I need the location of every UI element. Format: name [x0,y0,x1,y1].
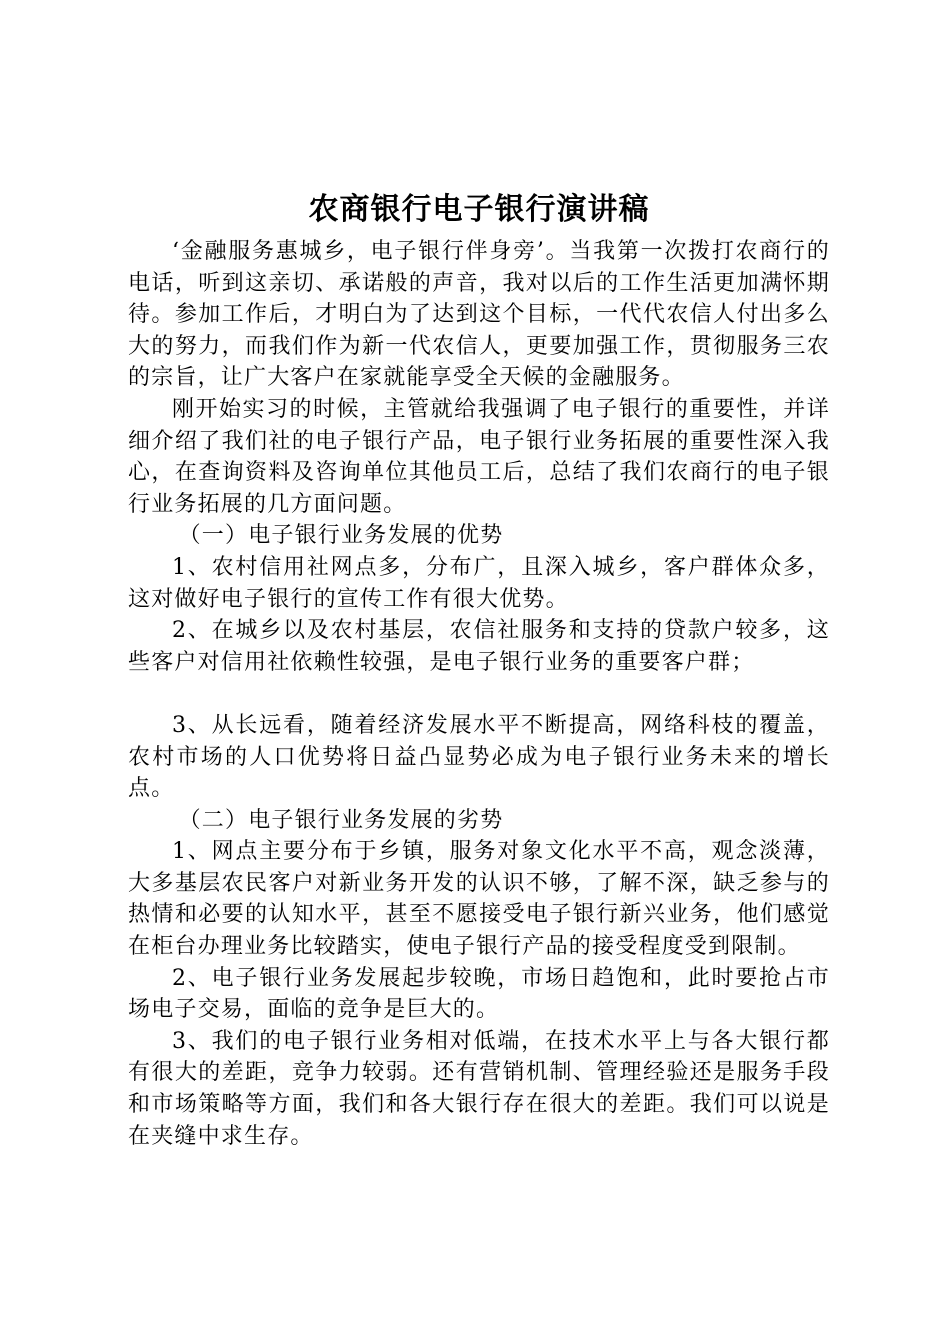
advantage-item-3: 3、从长远看，随着经济发展水平不断提高，网络科枝的覆盖，农村市场的人口优势将日益凸显势必成为电子银行业务未来的增长点。 [128,712,830,802]
paragraph-intro: ‘金融服务惠城乡，电子银行伴身旁’。当我第一次拨打农商行的电话，听到这亲切、承诺般的声音，我对以后的工作生活更加满怀期待。参加工作后，才明白为了达到这个目标，一代代农信人付出多么大的努力，而我们作为新一代农信人，更要加强工作，贯彻服务三农的宗旨，让广大客户在家就能享受全天候的金融服务。 [128,239,830,391]
advantage-item-2: 2、在城乡以及农村基层，农信社服务和支持的贷款户较多，这些客户对信用社依赖性较强，是电子银行业务的重要客户群； [128,618,830,675]
disadvantage-item-1: 1、网点主要分布于乡镇，服务对象文化水平不高，观念淡薄，大多基层农民客户对新业务开发的认识不够，了解不深，缺乏参与的热情和必要的认知水平，甚至不愿接受电子银行新兴业务，他们感觉在柜台办理业务比较踏实，使电子银行产品的接受程度受到限制。 [128,839,830,960]
disadvantage-item-2: 2、电子银行业务发展起步较晚，市场日趋饱和，此时要抢占市场电子交易，面临的竞争是巨大的。 [128,965,830,1023]
disadvantage-item-3: 3、我们的电子银行业务相对低端，在技术水平上与各大银行都有很大的差距，竞争力较弱。还有营销机制、管理经验还是服务手段和市场策略等方面，我们和各大银行存在很大的差距。我们可以说是在夹缝中求生存。 [128,1028,830,1149]
document-title: 农商银行电子银行演讲稿 [308,192,650,227]
advantage-item-1: 1、农村信用社网点多，分布广，且深入城乡，客户群体众多，这对做好电子银行的宣传工作有很大优势。 [128,554,830,612]
document-page [128,188,830,1152]
paragraph-internship: 刚开始实习的时候，主管就给我强调了电子银行的重要性，并详细介绍了我们社的电子银行产品，电子银行业务拓展的重要性深入我心，在查询资料及咨询单位其他员工后，总结了我们农商行的电子银行业务拓展的几方面问题。 [128,396,830,517]
blank-line [128,678,830,710]
section-heading-disadvantages: （二）电子银行业务发展的劣势 [178,807,504,833]
section-heading-advantages: （一）电子银行业务发展的优势 [178,523,504,549]
